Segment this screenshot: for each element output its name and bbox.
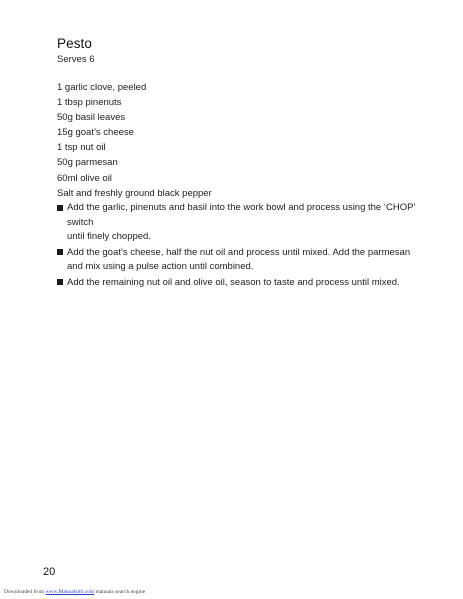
ingredient-item: 1 tbsp pinenuts [57,97,122,109]
ingredient-item: 15g goat’s cheese [57,127,134,139]
recipe-title: Pesto [57,36,93,51]
method-step-line: until finely chopped. [67,231,151,242]
method-step [57,276,417,291]
method-steps-list [57,201,417,291]
square-bullet-icon [57,279,63,285]
method-step-line: and mix using a pulse action until combined. [67,261,254,272]
method-step [57,246,417,275]
manualslib-link[interactable]: www.Manualslib.com [45,589,95,595]
ingredient-item: 50g basil leaves [57,112,126,124]
footer-prefix: Downloaded from [4,589,46,595]
square-bullet-icon [57,205,63,211]
method-step-line: Add the remaining nut oil and olive oil, season to taste and process until mixed. [67,276,400,288]
method-step-line: Add the garlic, pinenuts and basil into the work bowl and process using the ‘CHOP’ switch [67,202,416,228]
recipe-serves: Serves 6 [57,54,95,65]
method-step-line: Add the goat’s cheese, half the nut oil and process until mixed. Add the parmesan [67,246,411,258]
ingredient-item: 1 garlic clove, peeled [57,82,147,93]
ingredient-item: 1 tsp nut oil [57,142,106,154]
page-number: 20 [43,566,56,578]
ingredients-list [57,80,212,201]
ingredient-item: 60ml olive oil [57,172,112,184]
method-step [57,201,417,245]
ingredient-item: 50g parmesan [57,157,118,169]
footer-suffix: manuals search engine [94,589,146,595]
square-bullet-icon [57,249,63,255]
download-footer [4,589,145,595]
ingredient-item: Salt and freshly ground black pepper [57,187,212,199]
